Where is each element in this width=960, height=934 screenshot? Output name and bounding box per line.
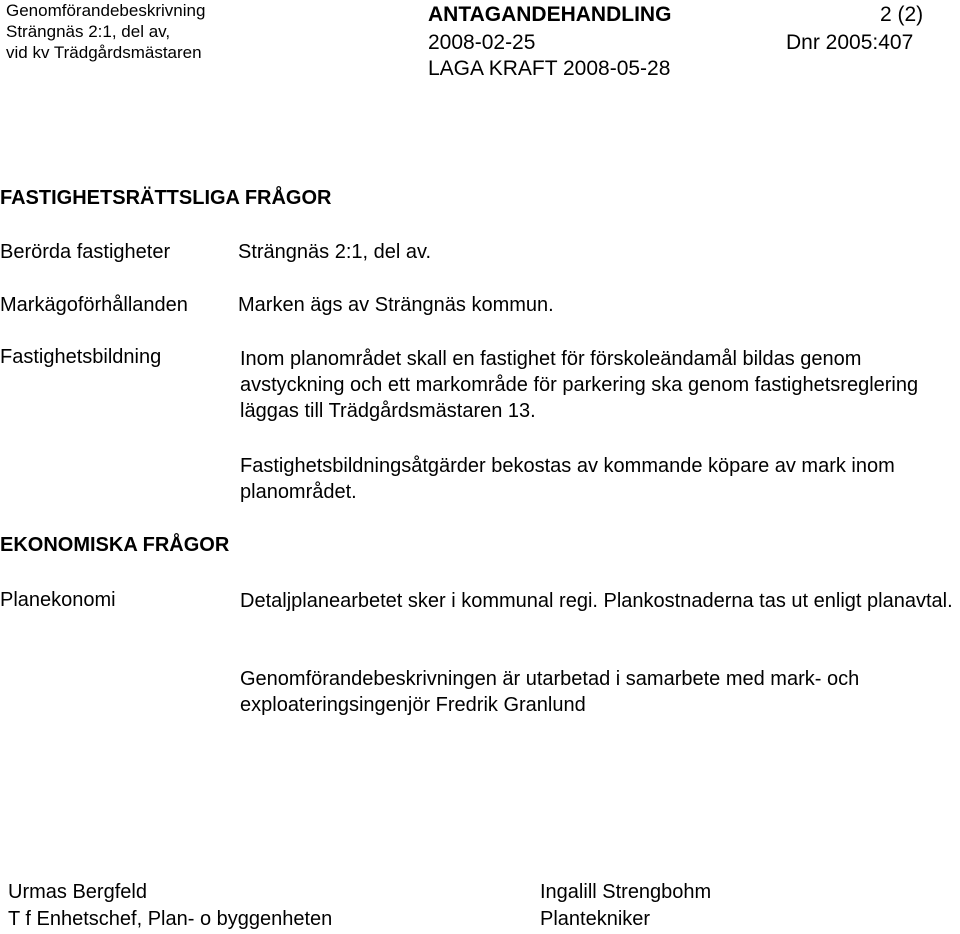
- signature-name-left: Urmas Bergfeld: [8, 881, 147, 903]
- section-heading-ekonomi: EKONOMISKA FRÅGOR: [0, 534, 230, 556]
- text-berorda-fastigheter: Strängnäs 2:1, del av.: [238, 241, 432, 263]
- header-dnr: Dnr 2005:407: [786, 31, 914, 54]
- text-fastighetsbildning: Inom planområdet skall en fastighet för förskoleändamål bildas genom avstyckning och ett markområde för parkering ska genom fastighetsreglering läggas till Trädgårdsmästaren 13.: [240, 348, 919, 422]
- header-date: 2008-02-25: [428, 31, 536, 54]
- text-fastighetsbildning-cost: Fastighetsbildningsåtgärder bekostas av kommande köpare av mark inom planområdet.: [240, 455, 895, 503]
- signature-title-left: T f Enhetschef, Plan- o byggenheten: [8, 908, 333, 930]
- signature-title-right: Plantekniker: [540, 908, 651, 930]
- text-markagoforhallanden: Marken ägs av Strängnäs kommun.: [238, 294, 554, 316]
- page-number: 2 (2): [880, 3, 924, 26]
- label-berorda-fastigheter: Berörda fastigheter: [0, 241, 171, 263]
- label-planekonomi: Planekonomi: [0, 589, 116, 611]
- section-heading-fastighet: FASTIGHETSRÄTTSLIGA FRÅGOR: [0, 187, 332, 209]
- header-doc-type: Genomförandebeskrivning: [6, 1, 206, 20]
- header-location: vid kv Trädgårdsmästaren: [6, 43, 202, 62]
- header-property: Strängnäs 2:1, del av,: [6, 22, 171, 41]
- header-laga-kraft: LAGA KRAFT 2008-05-28: [428, 57, 671, 80]
- label-fastighetsbildning: Fastighetsbildning: [0, 346, 162, 368]
- text-planekonomi: Detaljplanearbetet sker i kommunal regi. Plankostnaderna tas ut enligt planavtal.: [240, 590, 953, 612]
- label-markagoforhallanden: Markägoförhållanden: [0, 294, 188, 316]
- text-closing-note: Genomförandebeskrivningen är utarbetad i samarbete med mark- och exploateringsingenjör Fredrik Granlund: [240, 668, 860, 716]
- signature-name-right: Ingalill Strengbohm: [540, 881, 712, 903]
- header-title: ANTAGANDEHANDLING: [428, 3, 672, 26]
